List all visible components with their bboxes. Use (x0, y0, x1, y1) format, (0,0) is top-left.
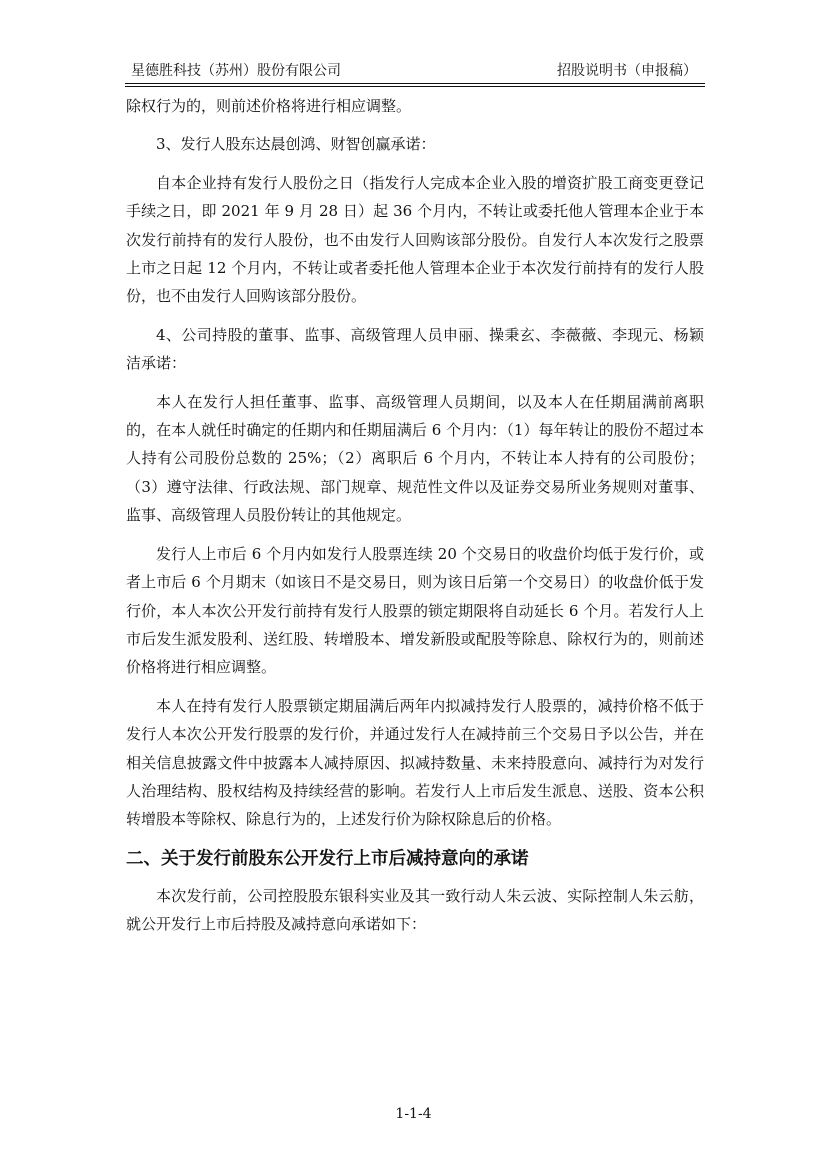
header-rule-thin (125, 83, 705, 84)
page-header (125, 58, 705, 82)
paragraph-directors-commitment-heading: 4、公司持股的董事、监事、高级管理人员申丽、操秉玄、李薇薇、李现元、杨颖洁承诺： (126, 325, 704, 373)
paragraph-reduction-intent-intro: 本次发行前，公司控股股东银科实业及其一致行动人朱云波、实际控制人朱云舫，就公开发行上市后持股及减持意向承诺如下： (126, 886, 704, 934)
paragraph-transfer-limits: 本人在发行人担任董事、监事、高级管理人员期间，以及本人在任期届满前离职的，在本人就任时确定的任期内和任期届满后 6 个月内：（1）每年转让的股份不超过本人持有公司股份总数的 25%；（2）离职后 6 个月内，不转让本人持有的公司股份；（3）遵守法律、行政法规、部门规章、规范性文件以及证券交易所业务规则对董事、监事、高级管理人员股份转让的其他规定。 (126, 392, 704, 525)
header-document-type: 招股说明书（申报稿） (557, 63, 697, 79)
header-company-name: 星德胜科技（苏州）股份有限公司 (131, 63, 341, 79)
paragraph-shareholder-commitment-heading: 3、发行人股东达晨创鸿、财智创赢承诺： (156, 135, 436, 154)
page-number: 1-1-4 (395, 1106, 432, 1122)
paragraph-lockup-extension: 发行人上市后 6 个月内如发行人股票连续 20 个交易日的收盘价均低于发行价，或者上市后 6 个月期末（如该日不是交易日，则为该日后第一个交易日）的收盘价低于发行价，本人本次公开发行前持有发行人股票的锁定期限将自动延长 6 个月。若发行人上市后发生派发股利、送红股、转增股本、增发新股或配股等除息、除权行为的，则前述价格将进行相应调整。 (126, 544, 704, 677)
section-heading: 二、关于发行前股东公开发行上市后减持意向的承诺 (126, 848, 529, 869)
paragraph-reduction-price: 本人在持有发行人股票锁定期届满后两年内拟减持发行人股票的，减持价格不低于发行人本次公开发行股票的发行价，并通过发行人在减持前三个交易日予以公告，并在相关信息披露文件中披露本人减持原因、拟减持数量、未来持股意向、减持行为对发行人治理结构、股权结构及持续经营的影响。若发行人上市后发生派息、送股、资本公积转增股本等除权、除息行为的，上述发行价为除权除息后的价格。 (126, 696, 704, 829)
paragraph-continuation: 除权行为的，则前述价格将进行相应调整。 (126, 97, 412, 115)
header-rule-thick (125, 86, 705, 87)
paragraph-lockup-36-months: 自本企业持有发行人股份之日（指发行人完成本企业入股的增资扩股工商变更登记手续之日，即 2021 年 9 月 28 日）起 36 个月内，不转让或委托他人管理本企业于本次发行前持有的发行人股份，也不由发行人回购该部分股份。自发行人本次发行之股票上市之日起 12 个月内，不转让或者委托他人管理本企业于本次发行前持有的发行人股份，也不由发行人回购该部分股份。 (126, 173, 704, 306)
page-body (126, 92, 704, 939)
